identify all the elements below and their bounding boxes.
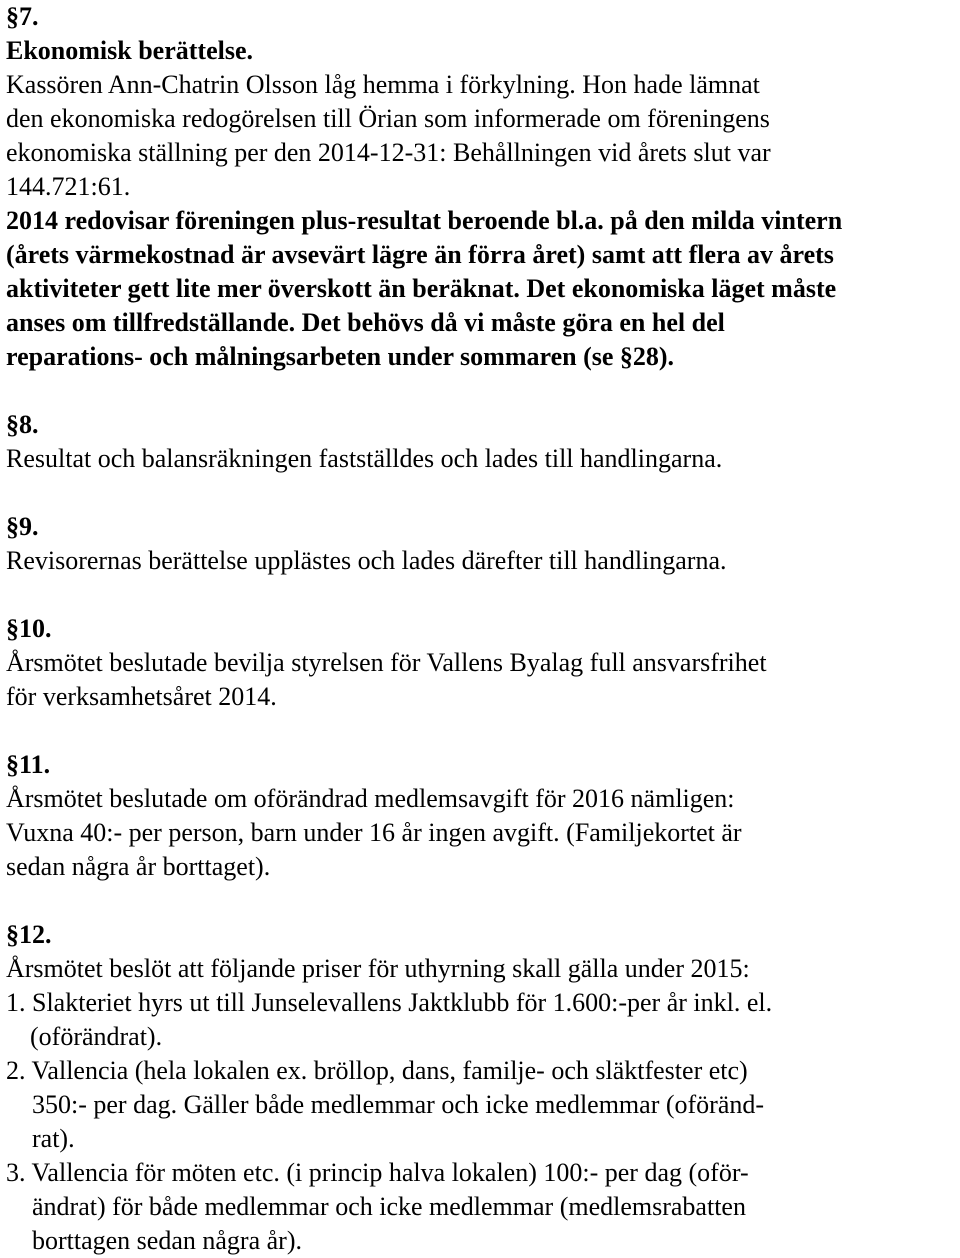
paragraph-line: Årsmötet beslutade om oförändrad medlemsavgift för 2016 nämligen: [6,784,735,813]
paragraph-line: Kassören Ann-Chatrin Olsson låg hemma i förkylning. Hon hade lämnat [6,70,760,99]
section-number: §9. [6,512,39,541]
meeting-minutes-page [6,0,956,1258]
paragraph-line: Årsmötet beslutade bevilja styrelsen för Vallens Byalag full ansvarsfrihet [6,648,767,677]
section-11 [6,748,956,884]
section-9 [6,510,956,578]
spacer [6,476,956,510]
section-number: §10. [6,614,52,643]
section-number: §11. [6,750,51,779]
paragraph-line: Resultat och balansräkningen fastställdes och lades till handlingarna. [6,444,723,473]
spacer [6,714,956,748]
price-list-item [6,1156,956,1258]
list-item-line: ändrat) för både medlemmar och icke medlemmar (medlemsrabatten [32,1192,746,1221]
section-number: §7. [6,2,39,31]
paragraph-line: Revisorernas berättelse upplästes och lades därefter till handlingarna. [6,546,727,575]
paragraph-line: för verksamhetsåret 2014. [6,682,277,711]
section-10 [6,612,956,714]
list-item-line: (oförändrat). [30,1022,163,1051]
paragraph-line: sedan några år borttaget). [6,852,271,881]
paragraph-line: aktiviteter gett lite mer överskott än beräknat. Det ekonomiska läget måste [6,274,837,303]
list-item-line: 1. Slakteriet hyrs ut till Junselevallens Jaktklubb för 1.600:-per år inkl. el. [6,988,773,1017]
section-heading: Ekonomisk berättelse. [6,36,253,65]
paragraph-line: (årets värmekostnad är avsevärt lägre än förra året) samt att flera av årets [6,240,834,269]
section-7 [6,0,956,374]
spacer [6,578,956,612]
list-item-line: borttagen sedan några år). [32,1226,302,1255]
section-number: §8. [6,410,39,439]
paragraph-line: 2014 redovisar föreningen plus-resultat beroende bl.a. på den milda vintern [6,206,843,235]
paragraph-line: ekonomiska ställning per den 2014-12-31: Behållningen vid årets slut var [6,138,771,167]
section-12 [6,918,956,1258]
list-item-line: 3. Vallencia för möten etc. (i princip halva lokalen) 100:- per dag (oför- [6,1158,749,1187]
paragraph-line: anses om tillfredställande. Det behövs då vi måste göra en hel del [6,308,725,337]
price-list [6,986,956,1258]
price-list-item [6,986,956,1054]
price-list-item [6,1054,956,1156]
section-8 [6,408,956,476]
list-item-line: 350:- per dag. Gäller både medlemmar och icke medlemmar (oföränd- [32,1090,765,1119]
paragraph-line: Årsmötet beslöt att följande priser för uthyrning skall gälla under 2015: [6,954,750,983]
spacer [6,884,956,918]
spacer [6,374,956,408]
list-item-line: rat). [32,1124,75,1153]
section-number: §12. [6,920,52,949]
paragraph-line: den ekonomiska redogörelsen till Örian som informerade om föreningens [6,104,770,133]
paragraph-line: 144.721:61. [6,172,131,201]
paragraph-line: reparations- och målningsarbeten under sommaren (se §28). [6,342,675,371]
paragraph-line: Vuxna 40:- per person, barn under 16 år ingen avgift. (Familjekortet är [6,818,742,847]
list-item-line: 2. Vallencia (hela lokalen ex. bröllop, dans, familje- och släktfester etc) [6,1056,748,1085]
